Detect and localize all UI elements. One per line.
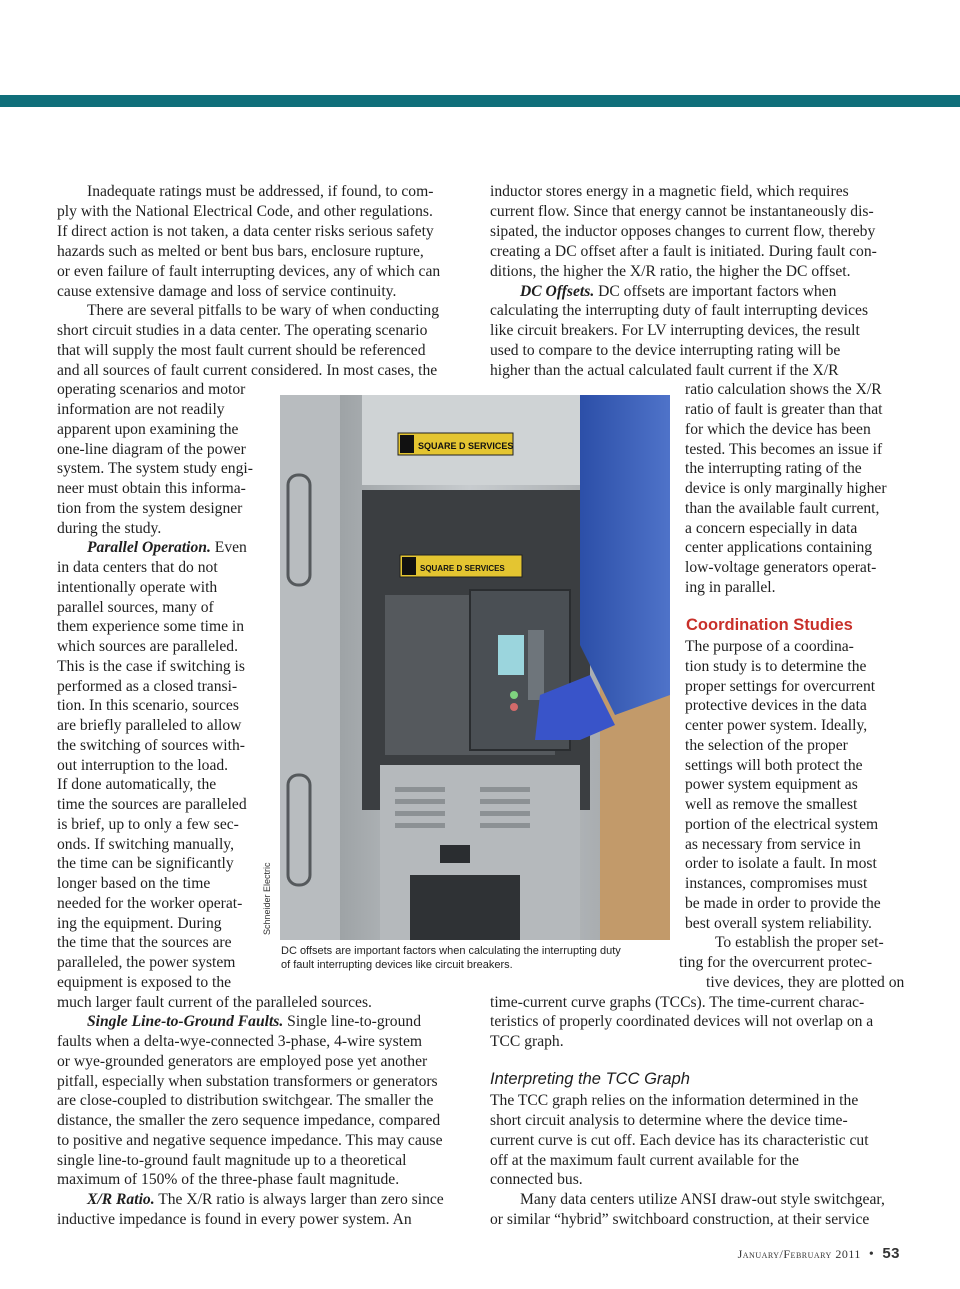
text-line: during the study. bbox=[57, 520, 162, 537]
text-line: intentionally operate with bbox=[57, 579, 218, 596]
text-line: system. The system study engi- bbox=[57, 460, 253, 477]
text-line: time the sources are paralleled bbox=[57, 796, 247, 813]
text-line: low-voltage generators operat- bbox=[685, 559, 877, 576]
brand-label-top-text: SQUARE D SERVICES bbox=[418, 441, 514, 451]
switchgear-photo bbox=[280, 395, 670, 940]
text-line: the time that the sources are bbox=[57, 934, 232, 951]
text-line: or similar “hybrid” switchboard construction, at their service bbox=[490, 1211, 870, 1228]
text-line: short circuit analysis to determine where the device time- bbox=[490, 1112, 848, 1129]
text-line: onds. If switching manually, bbox=[57, 836, 234, 853]
text-line: and all sources of fault current considered. In most cases, the bbox=[57, 362, 438, 379]
text-line: tion. In this scenario, sources bbox=[57, 697, 239, 714]
text-line: much larger fault current of the paralleled sources. bbox=[57, 994, 372, 1011]
text-line: inductor stores energy in a magnetic field, which requires bbox=[490, 183, 849, 200]
text-line: ing in parallel. bbox=[685, 579, 776, 596]
text-line: are close-coupled to distribution switchgear. The smaller the bbox=[57, 1092, 434, 1109]
text-line: needed for the worker operat- bbox=[57, 895, 243, 912]
text-line: current flow. Since that energy cannot be instantaneously dis- bbox=[490, 203, 874, 220]
text-line: sipated, the inductor opposes changes to current flow, thereby bbox=[490, 223, 876, 240]
text-line: tion from the system designer bbox=[57, 500, 243, 517]
caption-line: of fault interrupting devices like circuit breakers. bbox=[281, 959, 513, 971]
text-line: The TCC graph relies on the information determined in the bbox=[490, 1092, 859, 1109]
text-fragment: The X/R ratio is always larger than zero since bbox=[158, 1191, 444, 1208]
text-line: To establish the proper set- bbox=[715, 934, 884, 951]
text-line: higher than the actual calculated fault current if the X/R bbox=[490, 362, 839, 379]
text-line: If done automatically, the bbox=[57, 776, 217, 793]
run-in-heading-parallel: Parallel Operation. bbox=[87, 539, 211, 556]
text-line: parallel sources, many of bbox=[57, 599, 214, 616]
text-line: power system equipment as bbox=[685, 776, 858, 793]
text-line: well as remove the smallest bbox=[685, 796, 858, 813]
text-fragment: DC offsets are important factors when bbox=[598, 283, 837, 300]
text-line: information are not readily bbox=[57, 401, 225, 418]
text-line: faults when a delta-wye-connected 3-phase, 4-wire system bbox=[57, 1033, 423, 1050]
text-line: than the available fault current, bbox=[685, 500, 880, 517]
text-line: TCC graph. bbox=[490, 1033, 564, 1050]
text-line: ing the equipment. During bbox=[57, 915, 222, 932]
text-line: one-line diagram of the power bbox=[57, 441, 246, 458]
text-fragment: Even bbox=[214, 539, 247, 556]
text-line: the time can be significantly bbox=[57, 855, 234, 872]
text-line: If direct action is not taken, a data center risks serious safety bbox=[57, 223, 434, 240]
text-line: tive devices, they are plotted on bbox=[706, 974, 905, 991]
text-line: tion study is to determine the bbox=[685, 658, 867, 675]
text-line bbox=[490, 282, 836, 302]
text-line: as necessary from service in bbox=[685, 836, 861, 853]
text-line: pitfall, especially when substation transformers or generators bbox=[57, 1073, 438, 1090]
run-in-heading-slg: Single Line-to-Ground Faults. bbox=[87, 1013, 284, 1030]
text-line: inductive impedance is found in every power system. An bbox=[57, 1211, 412, 1228]
run-in-heading-dc: DC Offsets. bbox=[520, 283, 595, 300]
text-line: There are several pitfalls to be wary of when conducting bbox=[87, 302, 440, 319]
text-line: teristics of properly coordinated devices will not overlap on a bbox=[490, 1013, 874, 1030]
page-footer bbox=[738, 1245, 900, 1263]
text-line: protective devices in the data bbox=[685, 697, 867, 714]
text-line: ratio calculation shows the X/R bbox=[685, 381, 882, 398]
text-line: the selection of the proper bbox=[685, 737, 848, 754]
text-line: ratio of fault is greater than that bbox=[685, 401, 883, 418]
text-line: like circuit breakers. For LV interrupting devices, the result bbox=[490, 322, 860, 339]
section-heading-coordination: Coordination Studies bbox=[686, 616, 853, 634]
text-line: instances, compromises must bbox=[685, 875, 868, 892]
text-line: apparent upon examining the bbox=[57, 421, 239, 438]
text-line: equipment is exposed to the bbox=[57, 974, 232, 991]
text-line: in data centers that do not bbox=[57, 559, 218, 576]
text-line: for which the device has been bbox=[685, 421, 871, 438]
section-heading-tcc: Interpreting the TCC Graph bbox=[490, 1070, 690, 1088]
text-line: cause extensive damage and loss of service continuity. bbox=[57, 283, 397, 300]
text-line: longer based on the time bbox=[57, 875, 211, 892]
text-line: current curve is cut off. Each device has its characteristic cut bbox=[490, 1132, 869, 1149]
text-line: operating scenarios and motor bbox=[57, 381, 246, 398]
text-line: settings will both protect the bbox=[685, 757, 863, 774]
text-line: is brief, up to only a few sec- bbox=[57, 816, 239, 833]
text-line: center applications containing bbox=[685, 539, 873, 556]
photo-credit: Schneider Electric bbox=[262, 862, 272, 935]
text-line: Many data centers utilize ANSI draw-out style switchgear, bbox=[520, 1191, 885, 1208]
footer-bullet: • bbox=[868, 1247, 875, 1262]
text-line: are briefly paralleled to allow bbox=[57, 717, 242, 734]
text-line: to positive and negative sequence impedance. This may cause bbox=[57, 1132, 443, 1149]
text-line: ting for the overcurrent protec- bbox=[679, 954, 873, 971]
text-line: proper settings for overcurrent bbox=[685, 678, 876, 695]
caption-line: DC offsets are important factors when calculating the interrupting duty bbox=[281, 945, 621, 957]
text-line: off at the maximum fault current available for the bbox=[490, 1152, 799, 1169]
text-line: the interrupting rating of the bbox=[685, 460, 862, 477]
text-line bbox=[57, 538, 247, 558]
text-line: neer must obtain this informa- bbox=[57, 480, 246, 497]
text-line: hazards such as melted or bent bus bars, enclosure rupture, bbox=[57, 243, 424, 260]
photo-caption bbox=[281, 944, 671, 972]
text-line: tested. This becomes an issue if bbox=[685, 441, 883, 458]
text-line: performed as a closed transi- bbox=[57, 678, 238, 695]
text-line: center power system. Ideally, bbox=[685, 717, 868, 734]
text-line: maximum of 150% of the three-phase fault magnitude. bbox=[57, 1171, 400, 1188]
text-line: Inadequate ratings must be addressed, if found, to com- bbox=[87, 183, 434, 200]
top-accent-bar bbox=[0, 95, 960, 107]
text-line bbox=[57, 1190, 444, 1210]
text-fragment: Single line-to-ground bbox=[287, 1013, 421, 1030]
text-line: out interruption to the load. bbox=[57, 757, 229, 774]
text-line: time-current curve graphs (TCCs). The time-current charac- bbox=[490, 994, 865, 1011]
text-line: calculating the interrupting duty of fault interrupting devices bbox=[490, 302, 869, 319]
text-line: paralleled, the power system bbox=[57, 954, 236, 971]
text-line: the switching of sources with- bbox=[57, 737, 245, 754]
text-line: used to compare to the device interrupting rating will be bbox=[490, 342, 841, 359]
text-line: ply with the National Electrical Code, and other regulations. bbox=[57, 203, 433, 220]
text-line bbox=[57, 1012, 421, 1032]
text-line: short circuit studies in a data center. The operating scenario bbox=[57, 322, 428, 339]
text-line: which sources are paralleled. bbox=[57, 638, 238, 655]
brand-label-mid-text: SQUARE D SERVICES bbox=[420, 564, 505, 573]
text-line: distance, the smaller the zero sequence impedance, compared bbox=[57, 1112, 441, 1129]
text-line: order to isolate a fault. In most bbox=[685, 855, 877, 872]
text-line: or wye-grounded generators are employed pose yet another bbox=[57, 1053, 428, 1070]
text-line: connected bus. bbox=[490, 1171, 583, 1188]
text-line: single line-to-ground fault magnitude up to a theoretical bbox=[57, 1152, 407, 1169]
issue-date: January/February 2011 bbox=[737, 1247, 861, 1261]
text-line: that will supply the most fault current should be referenced bbox=[57, 342, 426, 359]
text-line: ditions, the higher the X/R ratio, the higher the DC offset. bbox=[490, 263, 851, 280]
text-line: a concern especially in data bbox=[685, 520, 858, 537]
text-line: portion of the electrical system bbox=[685, 816, 879, 833]
page-number: 53 bbox=[882, 1245, 900, 1262]
text-line: them experience some time in bbox=[57, 618, 245, 635]
text-line: or even failure of fault interrupting devices, any of which can bbox=[57, 263, 441, 280]
worker-arm bbox=[580, 395, 670, 715]
text-line: device is only marginally higher bbox=[685, 480, 887, 497]
run-in-heading-xr: X/R Ratio. bbox=[87, 1191, 155, 1208]
text-line: The purpose of a coordina- bbox=[685, 638, 854, 655]
text-line: best overall system reliability. bbox=[685, 915, 872, 932]
text-line: be made in order to provide the bbox=[685, 895, 881, 912]
text-line: This is the case if switching is bbox=[57, 658, 245, 675]
text-line: creating a DC offset after a fault is initiated. During fault con- bbox=[490, 243, 877, 260]
